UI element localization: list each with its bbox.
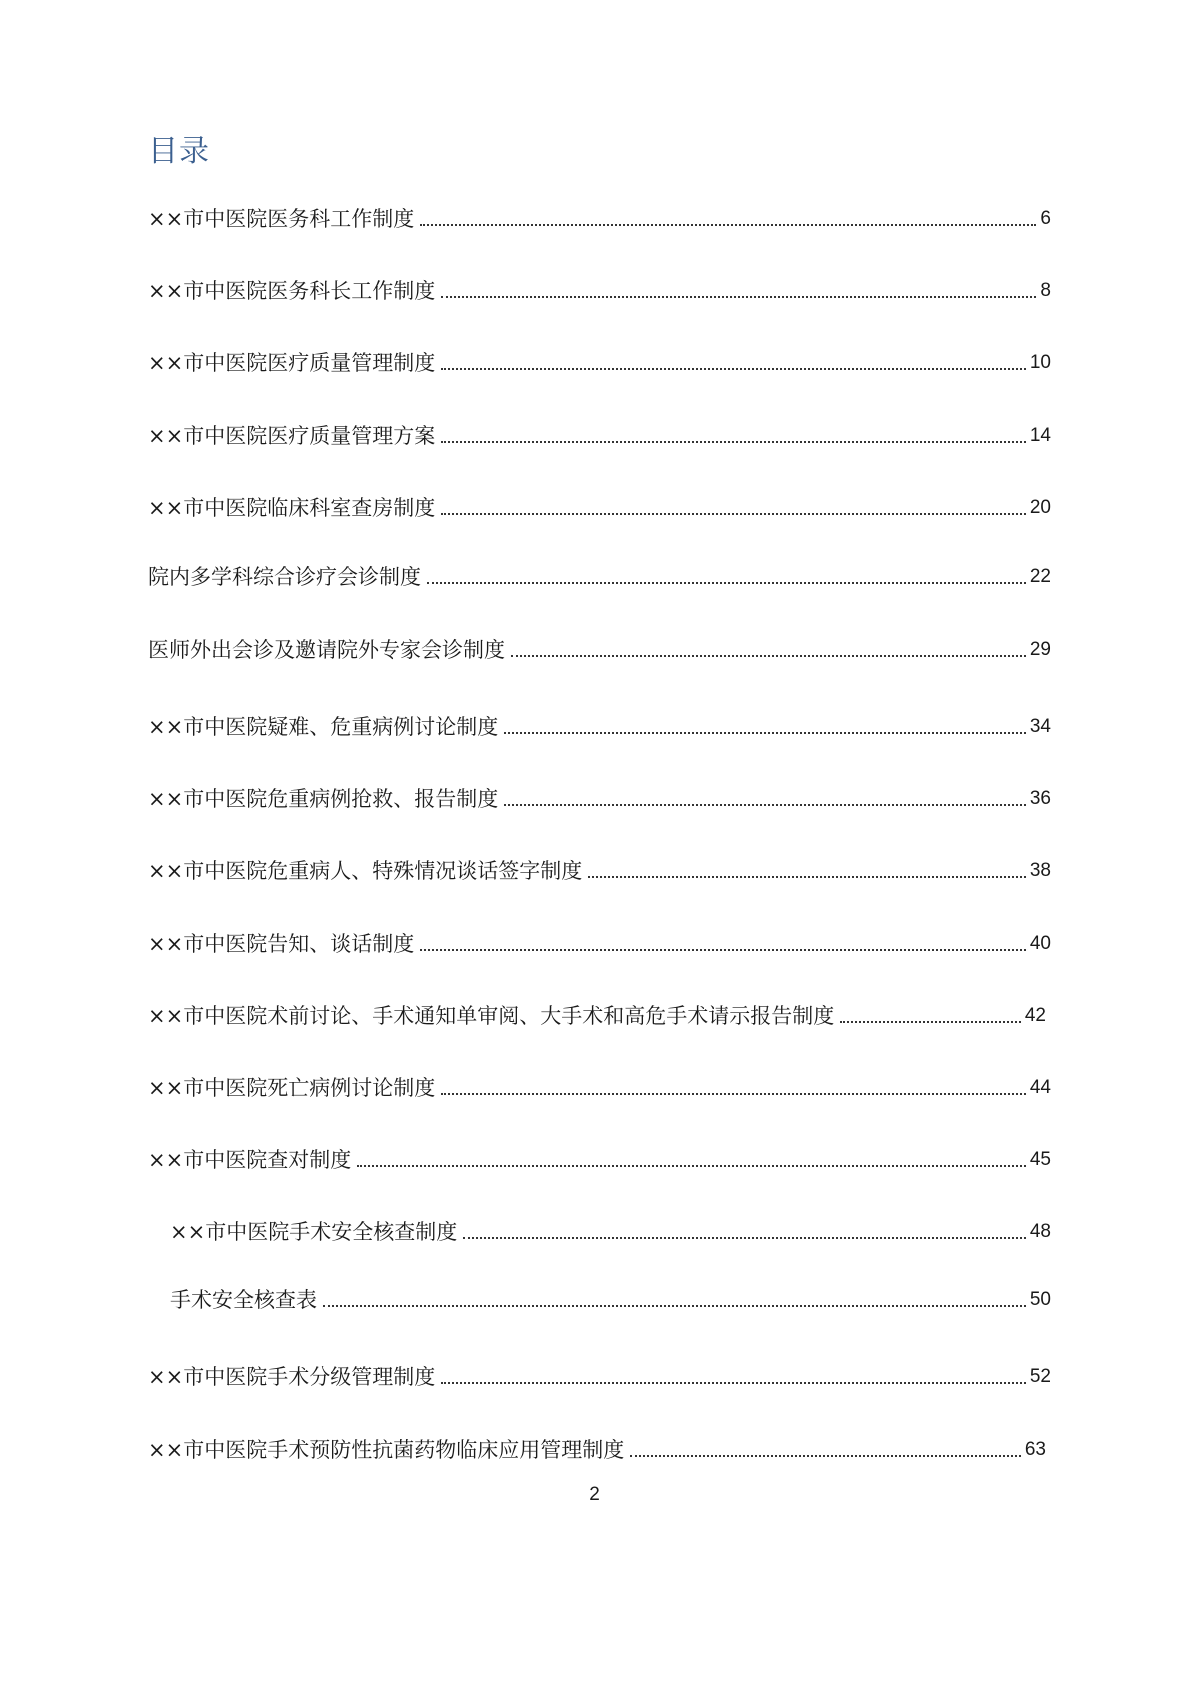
toc-entry-page: 42 — [1024, 1005, 1046, 1026]
toc-entry-label: ××市中医院危重病人、特殊情况谈话签字制度 — [148, 859, 583, 883]
toc-entry-label: ××市中医院医务科工作制度 — [148, 207, 415, 231]
toc-entry[interactable] — [148, 278, 1051, 304]
toc-entry-page: 10 — [1029, 352, 1051, 373]
toc-entry-label: ××市中医院手术分级管理制度 — [148, 1365, 436, 1389]
dot-leader — [504, 804, 1026, 806]
dot-leader — [441, 368, 1026, 370]
toc-entry-label: ××市中医院死亡病例讨论制度 — [148, 1076, 436, 1100]
dot-leader — [441, 1382, 1026, 1384]
toc-entry-label: ××市中医院查对制度 — [148, 1148, 352, 1172]
toc-entry[interactable] — [148, 564, 1051, 590]
dot-leader — [427, 582, 1026, 584]
toc-entry-page: 52 — [1029, 1366, 1051, 1387]
dot-leader — [511, 655, 1026, 657]
toc-entry-label: ××市中医院危重病例抢救、报告制度 — [148, 787, 499, 811]
toc-entry-label: ××市中医院手术安全核查制度 — [170, 1220, 458, 1244]
toc-entry[interactable] — [148, 350, 1051, 376]
toc-entry[interactable] — [148, 714, 1051, 740]
dot-leader — [441, 296, 1036, 298]
toc-entry[interactable] — [148, 1364, 1051, 1390]
toc-entry[interactable] — [148, 858, 1051, 884]
toc-entry-page: 44 — [1029, 1077, 1051, 1098]
dot-leader — [441, 1093, 1026, 1095]
toc-entry-page: 6 — [1040, 208, 1051, 229]
toc-entry[interactable] — [148, 206, 1051, 232]
toc-entry-label: 手术安全核查表 — [170, 1288, 317, 1312]
page-number: 2 — [589, 1484, 600, 1505]
toc-entry-label: ××市中医院疑难、危重病例讨论制度 — [148, 715, 499, 739]
toc-entry-label: 医师外出会诊及邀请院外专家会诊制度 — [148, 638, 505, 662]
dot-leader — [840, 1021, 1021, 1023]
toc-entry-label: ××市中医院告知、谈话制度 — [148, 932, 415, 956]
toc-entry-page: 40 — [1029, 933, 1051, 954]
dot-leader — [504, 732, 1026, 734]
toc-entry-page: 34 — [1029, 716, 1051, 737]
toc-entry-page: 50 — [1029, 1289, 1051, 1310]
toc-entry[interactable] — [148, 1075, 1051, 1101]
toc-entry[interactable] — [148, 1147, 1051, 1173]
dot-leader — [323, 1305, 1026, 1307]
toc-entry[interactable] — [148, 423, 1051, 449]
toc-entry-label: ××市中医院临床科室查房制度 — [148, 496, 436, 520]
toc-entry-page: 63 — [1024, 1439, 1046, 1460]
dot-leader — [357, 1165, 1026, 1167]
dot-leader — [463, 1237, 1026, 1239]
toc-entry[interactable] — [148, 931, 1051, 957]
toc-entry-label: ××市中医院医务科长工作制度 — [148, 279, 436, 303]
toc-entry-label: ××市中医院术前讨论、手术通知单审阅、大手术和高危手术请示报告制度 — [148, 1004, 835, 1028]
toc-entry[interactable] — [148, 495, 1051, 521]
toc-entry[interactable] — [148, 786, 1051, 812]
toc-entry-label: 院内多学科综合诊疗会诊制度 — [148, 565, 421, 589]
toc-entry[interactable] — [148, 1003, 1046, 1029]
dot-leader — [441, 513, 1026, 515]
toc-entry-label: ××市中医院医疗质量管理方案 — [148, 424, 436, 448]
toc-entry-page: 38 — [1029, 860, 1051, 881]
dot-leader — [630, 1455, 1021, 1457]
dot-leader — [588, 876, 1026, 878]
toc-entry-label: ××市中医院手术预防性抗菌药物临床应用管理制度 — [148, 1438, 625, 1462]
toc-entry-page: 48 — [1029, 1221, 1051, 1242]
toc-entry-page: 8 — [1040, 280, 1051, 301]
dot-leader — [420, 224, 1036, 226]
toc-entry[interactable] — [170, 1287, 1051, 1313]
toc-entry-page: 22 — [1029, 566, 1051, 587]
toc-entry-page: 45 — [1029, 1149, 1051, 1170]
toc-entry-page: 14 — [1029, 425, 1051, 446]
toc-entry[interactable] — [148, 1437, 1046, 1463]
toc-entry[interactable] — [148, 637, 1051, 663]
toc-entry-label: ××市中医院医疗质量管理制度 — [148, 351, 436, 375]
toc-entry-page: 20 — [1029, 497, 1051, 518]
dot-leader — [441, 441, 1026, 443]
toc-entry[interactable] — [170, 1219, 1051, 1245]
toc-title: 目录 — [148, 134, 210, 169]
dot-leader — [420, 949, 1026, 951]
toc-entry-page: 36 — [1029, 788, 1051, 809]
toc-entry-page: 29 — [1029, 639, 1051, 660]
